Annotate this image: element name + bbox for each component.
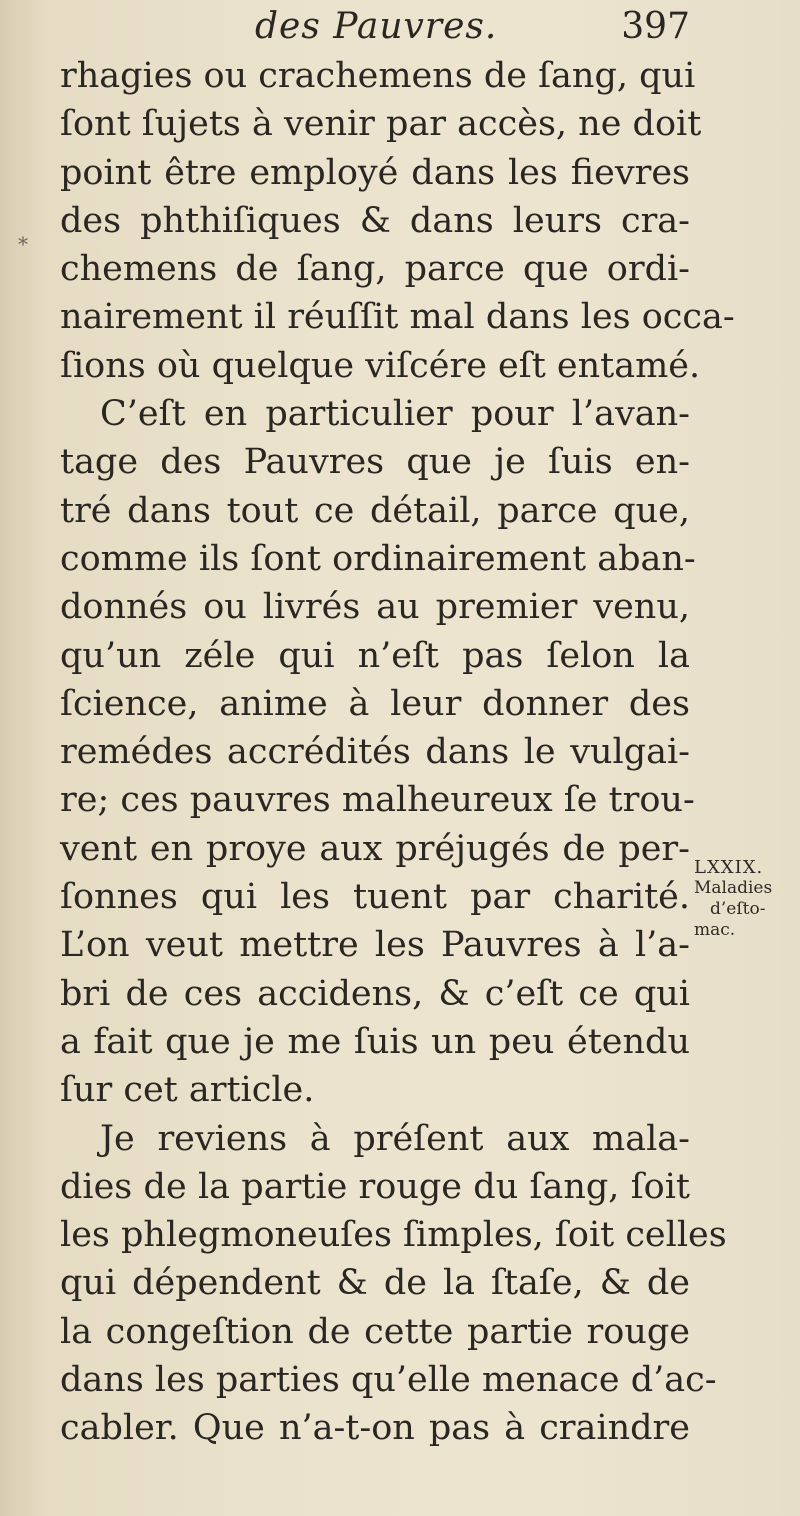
- text-line: des phthiſiques & dans leurs cra-: [60, 200, 690, 241]
- text-line: vent en proye aux préjugés de per-: [60, 828, 690, 869]
- text-line: dans les parties qu’elle menace d’ac-: [60, 1360, 717, 1401]
- text-line: qu’un zéle qui n’eſt pas ſelon la: [60, 635, 690, 676]
- text-line: ſur cet article.: [60, 1070, 315, 1111]
- text-line: les phlegmoneuſes ſimples, ſoit celles: [60, 1215, 727, 1256]
- text-line: chemens de ſang, parce que ordi-: [60, 249, 690, 290]
- margin-note-line: mac.: [694, 920, 736, 940]
- page-number: 397: [621, 6, 690, 47]
- margin-note-line: Maladies: [694, 878, 773, 898]
- page-header: [60, 6, 690, 54]
- text-line: C’eſt en particulier pour l’avan-: [100, 394, 690, 435]
- text-line: tré dans tout ce détail, parce que,: [60, 490, 690, 531]
- text-line: tage des Pauvres que je ſuis en-: [60, 442, 690, 483]
- ink-smudge: *: [18, 232, 28, 256]
- text-line: bri de ces accidens, & c’eſt ce qui: [60, 973, 690, 1014]
- text-line: donnés ou livrés au premier venu,: [60, 587, 690, 628]
- text-line: dies de la partie rouge du ſang, ſoit: [60, 1166, 690, 1207]
- text-line: ſonnes qui les tuent par charité.: [60, 877, 690, 918]
- text-line: ſont ſujets à venir par accès, ne doit: [60, 104, 702, 145]
- text-line: re; ces pauvres malheureux ſe trou-: [60, 780, 695, 821]
- text-line: point être employé dans les fievres: [60, 152, 690, 193]
- running-title: des Pauvres.: [255, 6, 498, 47]
- text-line: ſcience, anime à leur donner des: [60, 683, 690, 724]
- text-line: qui dépendent & de la ſtaſe, & de: [60, 1263, 690, 1304]
- text-line: remédes accrédités dans le vulgai-: [60, 732, 690, 773]
- text-line: L’on veut mettre les Pauvres à l’a-: [60, 925, 690, 966]
- text-line: ſions où quelque viſcére eſt entamé.: [60, 345, 701, 386]
- text-line: comme ils ſont ordinairement aban-: [60, 538, 696, 579]
- text-line: Je reviens à préſent aux mala-: [100, 1118, 690, 1159]
- text-line: nairement il réuſſit mal dans les occa-: [60, 297, 735, 338]
- margin-note-line: d’eſto-: [710, 899, 766, 919]
- margin-note: [694, 857, 794, 941]
- text-line: la congeſtion de cette partie rouge: [60, 1311, 690, 1352]
- text-line: rhagies ou crachemens de ſang, qui: [60, 56, 696, 96]
- margin-note-number: LXXIX.: [694, 857, 764, 878]
- text-line: a fait que je me ſuis un peu étendu: [60, 1021, 690, 1062]
- text-line: cabler. Que n’a-t-on pas à craindre: [60, 1408, 690, 1449]
